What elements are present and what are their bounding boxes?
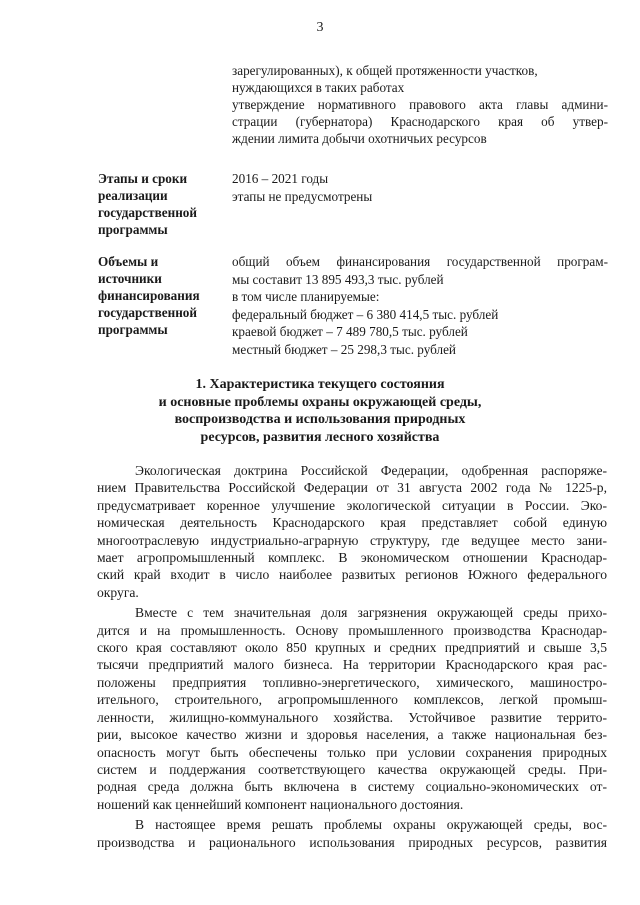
label-line: государственной <box>98 205 197 220</box>
paragraph-line: Вместе с тем значительная доля загрязнения окружающей среды прихо- <box>135 605 607 621</box>
paragraph-line: ношений как ценнейший компонент национального достояния. <box>97 796 464 812</box>
stages-label <box>98 170 223 238</box>
continuation-line: утверждение нормативного правового акта главы админи- <box>232 97 608 112</box>
paragraph <box>97 462 607 601</box>
section-title-line: 1. Характеристика текущего состояния <box>195 377 445 392</box>
value-line: этапы не предусмотрены <box>232 188 373 204</box>
paragraph-line: производства и рационального использования природных ресурсов, развития <box>97 834 607 850</box>
label-line: Этапы и сроки <box>98 171 188 186</box>
paragraph-line: ский край входит в число наиболее развитых регионов Южного федерального <box>97 567 607 583</box>
funding-label <box>98 253 223 338</box>
paragraph <box>97 604 607 813</box>
label-line: государственной <box>98 305 197 320</box>
section-title-line: ресурсов, развития лесного хозяйства <box>200 429 440 445</box>
label-line: Объемы и <box>98 254 159 269</box>
paragraph-line: Экологическая доктрина Российской Федерации, одобренная распоряже- <box>135 463 607 478</box>
value-line: федеральный бюджет – 6 380 414,5 тыс. рублей <box>232 306 499 322</box>
stages-value <box>232 170 608 205</box>
value-line: в том числе планируемые: <box>232 289 380 304</box>
paragraph-line: предусматривает коренное улучшение экологической ситуации в России. Эко- <box>97 497 607 513</box>
paragraph-line: родная среда должна быть включена в систему социально-экономических от- <box>97 779 607 795</box>
passport-row-funding <box>98 253 608 363</box>
paragraph-line: опасность могут быть обеспечены только при условии сохранения природных <box>97 744 607 760</box>
continuation-line: страции (губернатора) Краснодарского края об утвер- <box>232 114 608 129</box>
passport-continuation <box>232 62 608 147</box>
label-line: программы <box>98 322 168 337</box>
paragraph-line: округа. <box>97 584 139 600</box>
paragraph-line: многоотраслевую индустриально-аграрную структуру, где ведущее место зани- <box>97 532 607 548</box>
label-line: программы <box>98 222 168 237</box>
paragraph-line: нием Правительства Российской Федерации от 31 августа 2002 года № 1225-р, <box>97 480 607 496</box>
section-title-line: и основные проблемы охраны окружающей среды, <box>158 394 482 410</box>
value-line: краевой бюджет – 7 489 780,5 тыс. рублей <box>232 324 468 339</box>
paragraph-line: тысячи предприятий малого бизнеса. На территории Краснодарского края рас- <box>97 657 607 673</box>
paragraph-line: мает агропромышленный комплекс. В экономическом отношении Краснодар- <box>97 550 607 566</box>
paragraph <box>97 816 607 851</box>
section-title <box>60 376 580 446</box>
value-line: местный бюджет – 25 298,3 тыс. рублей <box>232 341 456 357</box>
paragraph-line: ского края составляют около 850 крупных и средних предприятий и свыше 3,5 <box>97 640 607 656</box>
section-title-line: воспроизводства и использования природных <box>174 412 466 427</box>
passport-row-stages <box>98 170 608 250</box>
paragraph-line: номическая деятельность Краснодарского края представляет собой единую <box>97 515 607 531</box>
funding-value <box>232 253 608 358</box>
paragraph-line: положены предприятия топливно-энергетического, химического, машиностро- <box>97 674 607 690</box>
label-line: источники <box>98 271 162 286</box>
label-line: реализации <box>98 188 168 203</box>
paragraph-line: рии, высокое качество жизни и здоровья населения, а также национальная без- <box>97 727 607 743</box>
value-line: мы составит 13 895 493,3 тыс. рублей <box>232 271 444 287</box>
value-line: 2016 – 2021 годы <box>232 171 329 186</box>
paragraph-line: дится и на промышленность. Основу промышленного производства Краснодар- <box>97 622 607 638</box>
value-line: общий объем финансирования государственной програм- <box>232 254 608 269</box>
body-text <box>97 462 607 851</box>
page-number: 3 <box>316 20 324 35</box>
paragraph-line: В настоящее время решать проблемы охраны окружающей среды, вос- <box>135 817 607 833</box>
paragraph-line: ительного, строительного, агропромышленного комплексов, легкой промыш- <box>97 692 607 708</box>
continuation-line: ждении лимита добычи охотничьих ресурсов <box>232 131 487 146</box>
continuation-line: зарегулированных), к общей протяженности участков, <box>232 63 538 78</box>
paragraph-line: ленности, жилищно-коммунального хозяйства. Устойчивое развитие террито- <box>97 709 607 725</box>
label-line: финансирования <box>98 288 200 303</box>
paragraph-line: систем и поддержания соответствующего качества окружающей среды. При- <box>97 761 607 777</box>
continuation-line: нуждающихся в таких работах <box>232 80 405 95</box>
